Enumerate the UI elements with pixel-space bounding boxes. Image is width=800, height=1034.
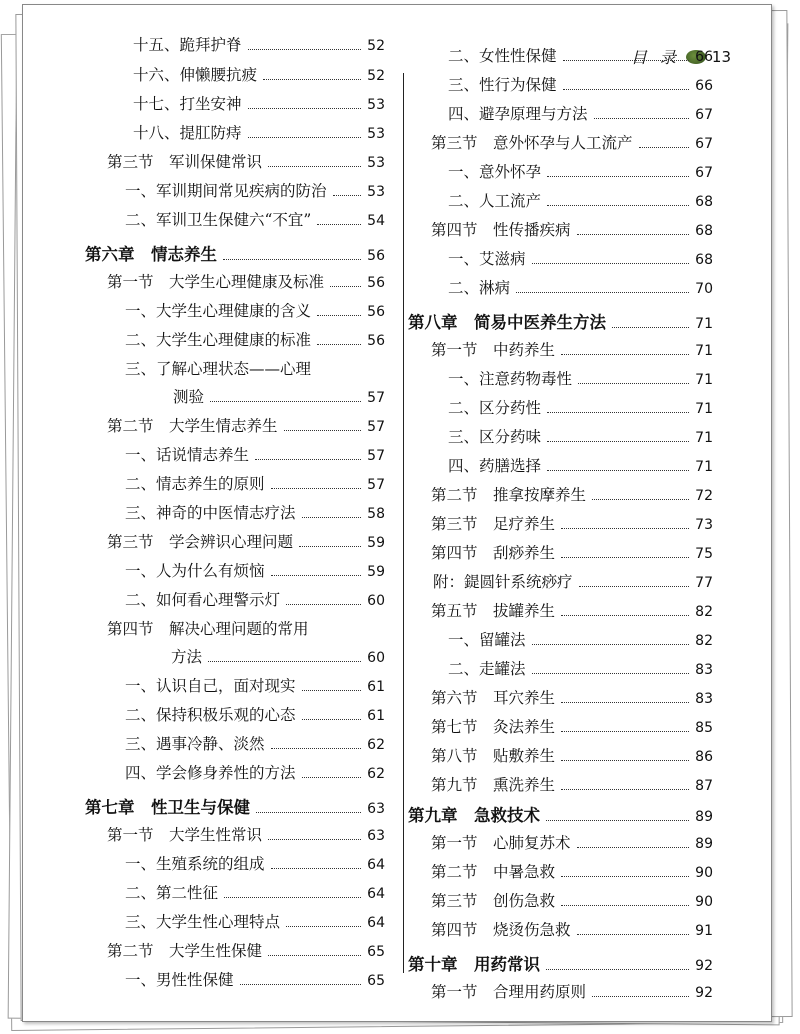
toc-entry [431,541,713,563]
dot-leader [271,488,362,489]
dot-leader [317,224,361,225]
toc-entry-page: 71 [695,401,713,417]
toc-entry-page: 67 [695,136,713,152]
toc-entry [125,179,385,201]
dot-leader [579,586,690,587]
toc-entry [107,823,385,845]
dot-leader [561,731,689,732]
toc-entry-label: 二、区分药性 [448,399,542,417]
toc-entry-label: 二、第二性征 [125,884,219,902]
toc-entry-page: 59 [367,535,385,551]
dot-leader [224,897,361,898]
toc-entry-label: 二、女性性保健 [448,47,557,65]
dot-leader [547,176,689,177]
toc-entry-label: 二、保持积极乐观的心态 [125,706,296,724]
toc-entry [431,512,713,534]
toc-entry [125,968,385,990]
toc-entry-label: 二、人工流产 [448,192,542,210]
toc-entry-page: 58 [367,506,385,522]
toc-entry [125,443,385,465]
column-divider [403,73,404,973]
page-number: 13 [711,47,731,66]
dot-leader [546,820,689,821]
toc-entry [448,73,713,95]
toc-entry [448,657,713,679]
toc-entry-page: 66 [695,78,713,94]
dot-leader [299,546,361,547]
toc-entry [431,686,713,708]
toc-entry [125,761,385,783]
toc-entry-page: 71 [695,459,713,475]
toc-entry-label: 三、了解心理状态——心理 [125,360,312,378]
toc-entry [125,881,385,903]
header-title: 目 录 [630,48,680,67]
toc-entry-page: 85 [695,720,713,736]
toc-entry [125,852,385,874]
dot-leader [286,926,361,927]
toc-entry-label: 一、人为什么有烦恼 [125,562,265,580]
toc-entry-label: 第二节 大学生情志养生 [107,417,278,435]
toc-entry [107,270,385,292]
toc-entry-label: 一、男性性保健 [125,971,234,989]
toc-entry [448,44,713,66]
toc-entry-page: 56 [367,275,385,291]
toc-entry-page: 62 [367,766,385,782]
dot-leader [592,499,689,500]
toc-entry-page: 53 [367,97,385,113]
dot-leader [561,876,689,877]
toc-entry-page: 92 [695,958,713,974]
toc-entry [448,396,713,418]
toc-entry [125,208,385,230]
toc-entry-label: 一、意外怀孕 [448,163,542,181]
toc-entry-page: 53 [367,126,385,142]
dot-leader [333,195,362,196]
toc-entry [408,309,713,333]
toc-entry [85,241,385,265]
dot-leader [547,205,689,206]
toc-entry [431,599,713,621]
toc-entry-label: 第一节 中药养生 [431,341,556,359]
dot-leader [210,401,361,402]
toc-entry-label: 第六节 耳穴养生 [431,689,556,707]
toc-entry-label: 第二节 大学生性保健 [107,942,263,960]
toc-entry-page: 90 [695,865,713,881]
dot-leader [302,517,362,518]
dot-leader [330,286,361,287]
toc-entry [125,588,385,610]
toc-entry [171,645,385,667]
toc-entry-page: 82 [695,604,713,620]
dot-leader [577,847,690,848]
toc-entry-label: 第五节 拔罐养生 [431,602,556,620]
toc-entry [133,33,385,55]
dot-leader [561,615,689,616]
toc-entry-page: 67 [695,165,713,181]
dot-leader [561,557,689,558]
toc-entry [107,617,385,639]
dot-leader [263,79,361,80]
toc-entry [125,299,385,321]
toc-entry [431,831,713,853]
toc-entry-page: 64 [367,915,385,931]
toc-entry-page: 61 [367,708,385,724]
toc-entry [85,794,385,818]
toc-entry-label: 二、淋病 [448,279,511,297]
toc-entry-page: 72 [695,488,713,504]
dot-leader [516,292,689,293]
toc-entry-page: 77 [695,575,713,591]
toc-entry [133,121,385,143]
toc-entry-label: 第一节 合理用药原则 [431,983,587,1001]
toc-entry-page: 53 [367,155,385,171]
toc-entry [431,918,713,940]
toc-entry-label: 一、艾滋病 [448,250,526,268]
dot-leader [563,60,690,61]
toc-entry-label: 第三节 学会辨识心理问题 [107,533,294,551]
toc-entry-label: 十五、跪拜护脊 [133,36,242,54]
dot-leader [248,108,362,109]
toc-entry [448,425,713,447]
toc-entry [107,939,385,961]
toc-entry-page: 57 [367,419,385,435]
toc-entry-label: 第三节 足疗养生 [431,515,556,533]
toc-entry-page: 57 [367,448,385,464]
toc-entry [133,92,385,114]
toc-entry [125,357,385,379]
toc-entry-label: 二、大学生心理健康的标准 [125,331,312,349]
dot-leader [561,702,689,703]
toc-entry-page: 57 [367,390,385,406]
toc-entry [448,247,713,269]
toc-entry [125,732,385,754]
toc-entry-page: 71 [695,430,713,446]
toc-entry-page: 52 [367,38,385,54]
toc-entry-page: 60 [367,593,385,609]
toc-entry-page: 75 [695,546,713,562]
toc-entry [448,454,713,476]
toc-entry-page: 71 [695,372,713,388]
dot-leader [271,868,362,869]
toc-entry-page: 89 [695,836,713,852]
dot-leader [271,748,362,749]
toc-entry-label: 第八节 贴敷养生 [431,747,556,765]
dot-leader [577,234,690,235]
toc-entry-label: 第八章 简易中医养生方法 [408,313,606,332]
toc-entry [448,189,713,211]
dot-leader [284,430,362,431]
toc-entry [431,773,713,795]
toc-entry-page: 52 [367,68,385,84]
toc-entry [448,160,713,182]
toc-entry-page: 54 [367,213,385,229]
toc-entry-page: 67 [695,107,713,123]
toc-entry-label: 二、走罐法 [448,660,526,678]
toc-entry [431,860,713,882]
toc-entry-label: 第六章 情志养生 [85,245,217,264]
dot-leader [248,137,362,138]
toc-entry [125,910,385,932]
toc-entry [431,889,713,911]
toc-entry-label: 十六、伸懒腰抗疲 [133,66,258,84]
toc-entry [125,328,385,350]
toc-entry [107,150,385,172]
dot-leader [302,690,362,691]
toc-entry-label: 第十章 用药常识 [408,955,540,974]
dot-leader [578,383,689,384]
toc-entry [448,367,713,389]
toc-entry-label: 第一节 大学生心理健康及标准 [107,273,325,291]
toc-entry-label: 第三节 军训保健常识 [107,153,263,171]
toc-entry-label: 第四节 烧烫伤急救 [431,921,571,939]
dot-leader [268,166,361,167]
dot-leader [547,412,689,413]
toc-entry-label: 第四节 性传播疾病 [431,221,571,239]
toc-entry-page: 56 [367,333,385,349]
dot-leader [561,528,689,529]
toc-entry-page: 56 [367,248,385,264]
toc-entry [431,483,713,505]
toc-entry-page: 87 [695,778,713,794]
toc-entry-page: 71 [695,343,713,359]
dot-leader [271,575,362,576]
toc-entry-page: 83 [695,662,713,678]
dot-leader [612,327,689,328]
toc-entry-label: 二、军训卫生保健六“不宜” [125,211,312,229]
toc-entry-page: 71 [695,316,713,332]
toc-entry-page: 59 [367,564,385,580]
toc-entry-label: 第一节 大学生性常识 [107,826,263,844]
toc-entry-page: 91 [695,923,713,939]
toc-entry-label: 一、大学生心理健康的含义 [125,302,312,320]
toc-entry-label: 第二节 中暑急救 [431,863,556,881]
toc-entry [125,472,385,494]
toc-entry-label: 一、生殖系统的组成 [125,855,265,873]
dot-leader [547,441,689,442]
toc-entry-label: 二、情志养生的原则 [125,475,265,493]
toc-entry [107,414,385,436]
dot-leader [256,812,361,813]
toc-entry-label: 第七章 性卫生与保健 [85,798,250,817]
toc-entry-label: 第七节 灸法养生 [431,718,556,736]
toc-entry-label: 四、学会修身养性的方法 [125,764,296,782]
toc-entry [408,802,713,826]
toc-entry-page: 82 [695,633,713,649]
toc-entry [431,131,713,153]
toc-entry-label: 第四节 刮痧养生 [431,544,556,562]
toc-entry-page: 66 [695,49,713,65]
toc-entry-page: 68 [695,252,713,268]
toc-entry-page: 92 [695,985,713,1001]
toc-entry-page: 73 [695,517,713,533]
dot-leader [639,147,690,148]
toc-entry-page: 86 [695,749,713,765]
toc-entry-label: 第一节 心肺复苏术 [431,834,571,852]
toc-entry-page: 64 [367,857,385,873]
toc-entry-label: 一、注意药物毒性 [448,370,573,388]
toc-entry [408,951,713,975]
toc-entry-page: 63 [367,801,385,817]
toc-entry-page: 90 [695,894,713,910]
toc-entry [173,385,385,407]
dot-leader [594,118,690,119]
toc-page [22,4,772,1022]
dot-leader [532,263,690,264]
toc-entry-label: 第三节 创伤急救 [431,892,556,910]
toc-entry [431,338,713,360]
dot-leader [268,839,361,840]
dot-leader [547,470,689,471]
toc-entry [431,744,713,766]
toc-entry [133,63,385,85]
toc-entry-label: 附：鍉圆针系统痧疗 [433,573,573,591]
toc-entry-label: 第二节 推拿按摩养生 [431,486,587,504]
toc-entry-label: 一、话说情志养生 [125,446,250,464]
toc-entry-label: 一、认识自己，面对现实 [125,677,296,695]
toc-entry-label: 三、遇事冷静、淡然 [125,735,265,753]
toc-entry-label: 二、如何看心理警示灯 [125,591,281,609]
dot-leader [302,719,362,720]
toc-entry-page: 63 [367,828,385,844]
toc-entry-page: 61 [367,679,385,695]
dot-leader [208,661,361,662]
toc-entry [125,559,385,581]
toc-entry [448,628,713,650]
dot-leader [302,777,362,778]
toc-entry [431,715,713,737]
dot-leader [561,905,689,906]
toc-entry-label: 四、避孕原理与方法 [448,105,588,123]
dot-leader [577,934,690,935]
dot-leader [561,789,689,790]
dot-leader [317,344,361,345]
toc-entry-page: 65 [367,973,385,989]
toc-entry-label: 方法 [171,648,203,666]
toc-entry-label: 第九章 急救技术 [408,806,540,825]
toc-entry-label: 第九节 熏洗养生 [431,776,556,794]
dot-leader [592,996,689,997]
dot-leader [255,459,361,460]
dot-leader [240,984,362,985]
toc-entry-label: 一、军训期间常见疾病的防治 [125,182,327,200]
toc-entry [431,218,713,240]
dot-leader [248,49,362,50]
toc-entry [448,102,713,124]
toc-entry-page: 83 [695,691,713,707]
toc-entry-page: 62 [367,737,385,753]
toc-entry-page: 68 [695,194,713,210]
toc-entry-label: 一、留罐法 [448,631,526,649]
dot-leader [223,259,361,260]
toc-entry [431,980,713,1002]
dot-leader [561,354,689,355]
toc-entry-page: 60 [367,650,385,666]
toc-entry-label: 第三节 意外怀孕与人工流产 [431,134,633,152]
toc-entry-page: 68 [695,223,713,239]
toc-entry-page: 89 [695,809,713,825]
toc-entry [433,570,713,592]
toc-entry-label: 十七、打坐安神 [133,95,242,113]
toc-entry-label: 三、区分药味 [448,428,542,446]
dot-leader [317,315,361,316]
toc-entry-label: 三、神奇的中医情志疗法 [125,504,296,522]
dot-leader [286,604,361,605]
toc-entry-page: 57 [367,477,385,493]
toc-entry [125,501,385,523]
toc-entry [107,530,385,552]
toc-entry-label: 四、药膳选择 [448,457,542,475]
dot-leader [546,969,689,970]
toc-entry-page: 70 [695,281,713,297]
toc-entry [125,703,385,725]
toc-entry [125,674,385,696]
dot-leader [532,644,690,645]
dot-leader [268,955,361,956]
toc-entry-label: 三、性行为保健 [448,76,557,94]
toc-entry-label: 三、大学生性心理特点 [125,913,281,931]
toc-entry-label: 第四节 解决心理问题的常用 [107,620,309,638]
toc-entry-page: 65 [367,944,385,960]
dot-leader [563,89,690,90]
toc-entry [448,276,713,298]
dot-leader [532,673,690,674]
dot-leader [561,760,689,761]
toc-entry-page: 56 [367,304,385,320]
toc-entry-page: 53 [367,184,385,200]
toc-entry-label: 十八、提肛防痔 [133,124,242,142]
toc-entry-label: 测验 [173,388,205,406]
toc-entry-page: 64 [367,886,385,902]
